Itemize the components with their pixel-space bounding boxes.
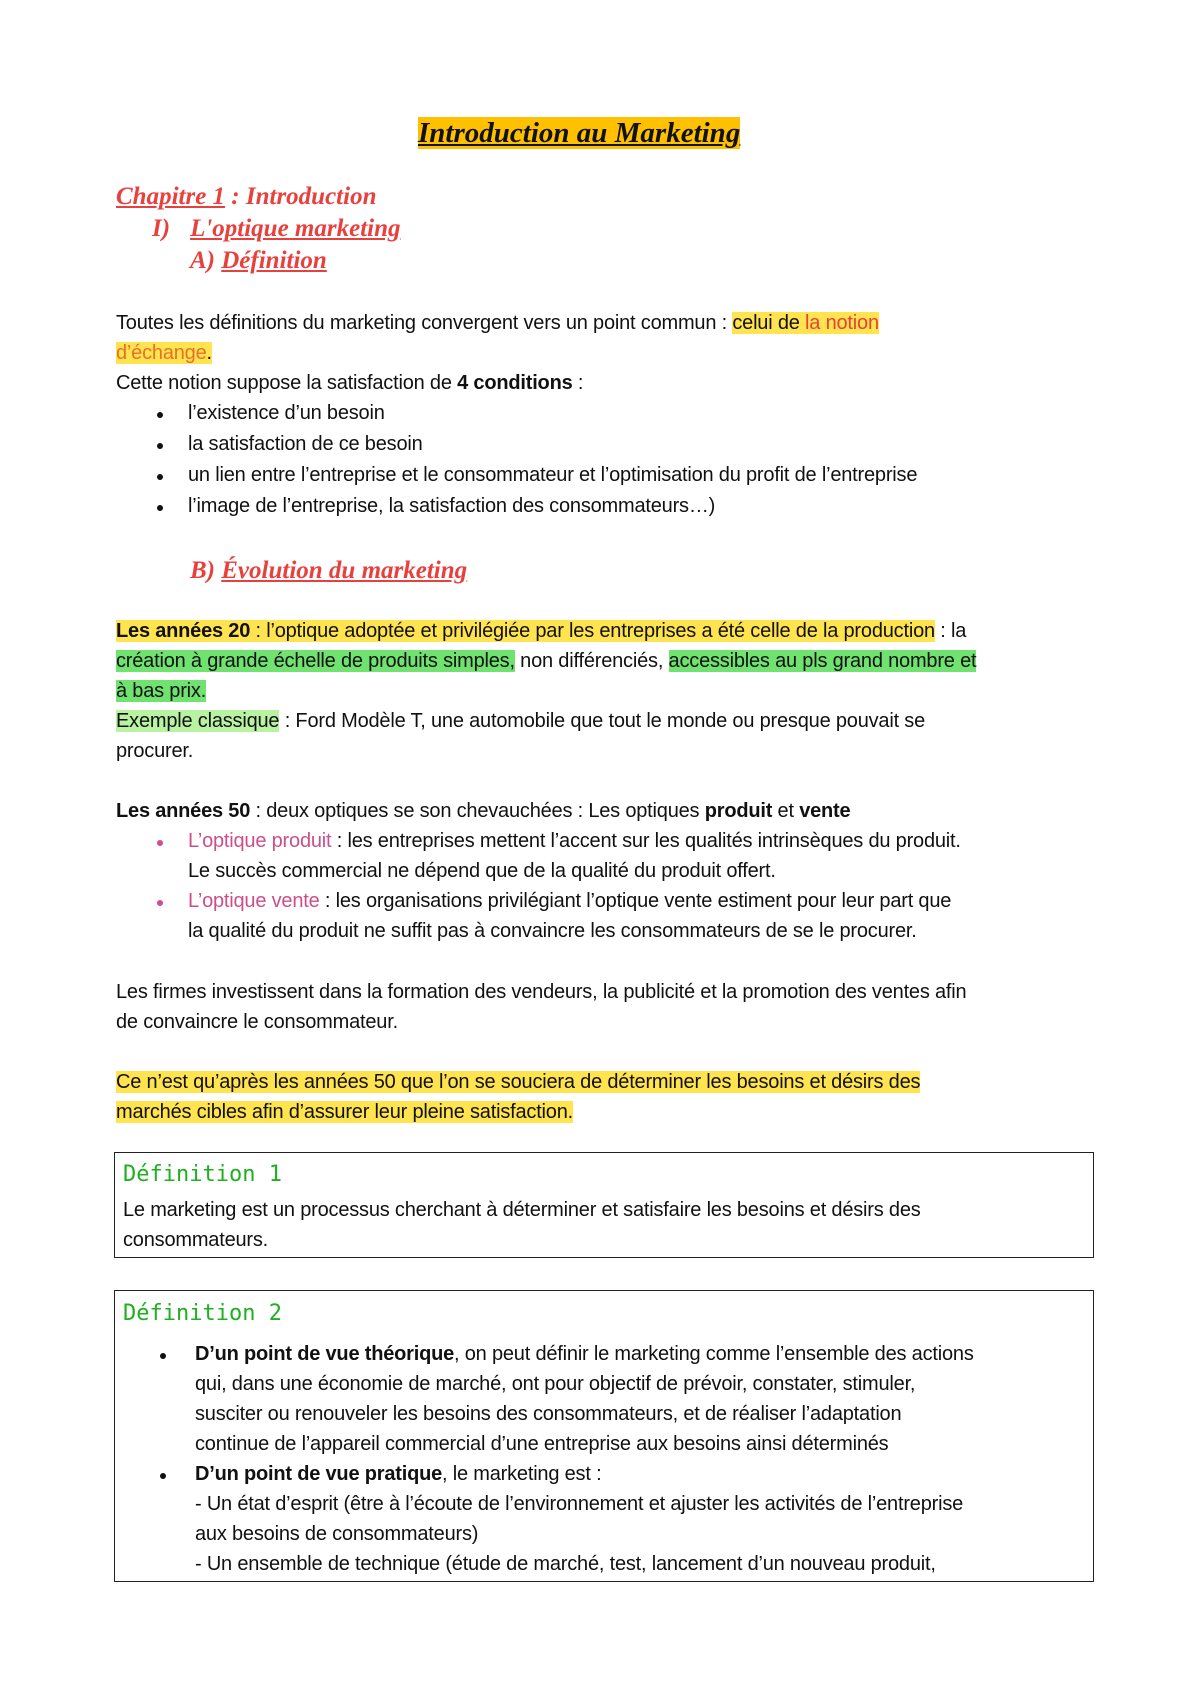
- paragraph-annees-20-line3: à bas prix.: [116, 680, 207, 702]
- paragraph-firmes-line1: Les firmes investissent dans la formation des vendeurs, la publicité et la promotion des ventes afin: [116, 981, 967, 1003]
- bullet-icon: [157, 443, 163, 449]
- definition-2-pratique-line3: aux besoins de consommateurs): [195, 1523, 479, 1545]
- paragraph-exchange: Toutes les définitions du marketing convergent vers un point commun : celui de la notion: [116, 312, 879, 334]
- definition-2-theorique-line4: continue de l’appareil commercial d’une entreprise aux besoins ainsi déterminés: [195, 1433, 889, 1455]
- list-item-optique-vente-line2: la qualité du produit ne suffit pas à convaincre les consommateurs de se le procurer.: [188, 920, 917, 942]
- paragraph-annees-20-line1: Les années 20 : l’optique adoptée et privilégiée par les entreprises a été celle de la production : la: [116, 620, 967, 642]
- definition-2-pratique-line4: - Un ensemble de technique (étude de marché, test, lancement d’un nouveau produit,: [195, 1553, 936, 1575]
- paragraph-annees-20-line2: création à grande échelle de produits simples, non différenciés, accessibles au pls grand nombre et: [116, 650, 977, 672]
- paragraph-example-line1: Exemple classique : Ford Modèle T, une automobile que tout le monde ou presque pouvait se: [116, 710, 926, 732]
- list-item: un lien entre l’entreprise et le consommateur et l’optimisation du profit de l’entreprise: [188, 464, 918, 486]
- definition-1-line2: consommateurs.: [123, 1229, 269, 1251]
- definition-2-theorique-line3: susciter ou renouveler les besoins des consommateurs, et de réaliser l’adaptation: [195, 1403, 902, 1425]
- list-item-optique-vente: L’optique vente : les organisations privilégiant l’optique vente estiment pour leur part que: [188, 890, 952, 912]
- paragraph-apres-50-line2: marchés cibles afin d’assurer leur pleine satisfaction.: [116, 1101, 573, 1123]
- definition-2-title: Définition 2: [123, 1301, 282, 1326]
- definition-2-theorique-line2: qui, dans une économie de marché, ont pour objectif de prévoir, constater, stimuler,: [195, 1373, 916, 1395]
- paragraph-example-line2: procurer.: [116, 740, 194, 762]
- definition-1-line1: Le marketing est un processus cherchant à déterminer et satisfaire les besoins et désirs des: [123, 1199, 921, 1221]
- bullet-icon: [157, 900, 163, 906]
- list-item: l’existence d’un besoin: [188, 402, 385, 424]
- bullet-icon: [157, 412, 163, 418]
- bullet-icon: [160, 1473, 166, 1479]
- section-heading-1: I) L'optique marketing: [152, 215, 401, 242]
- paragraph-conditions: Cette notion suppose la satisfaction de 4 conditions :: [116, 372, 584, 394]
- subsection-heading-a: A) Définition: [190, 247, 327, 274]
- definition-2-pratique-line1: D’un point de vue pratique, le marketing est :: [195, 1463, 602, 1485]
- list-item: la satisfaction de ce besoin: [188, 433, 423, 455]
- bullet-icon: [160, 1353, 166, 1359]
- bullet-icon: [157, 840, 163, 846]
- bullet-icon: [157, 505, 163, 511]
- paragraph-apres-50-line1: Ce n’est qu’après les années 50 que l’on se souciera de déterminer les besoins et désirs des: [116, 1071, 921, 1093]
- paragraph-annees-50: Les années 50 : deux optiques se son chevauchées : Les optiques produit et vente: [116, 800, 851, 822]
- bullet-icon: [157, 474, 163, 480]
- definition-2-theorique-line1: D’un point de vue théorique, on peut définir le marketing comme l’ensemble des actions: [195, 1343, 974, 1365]
- paragraph-firmes-line2: de convaincre le consommateur.: [116, 1011, 398, 1033]
- list-item-optique-produit: L’optique produit : les entreprises mettent l’accent sur les qualités intrinsèques du produit.: [188, 830, 961, 852]
- subsection-heading-b: B) Évolution du marketing: [190, 557, 468, 584]
- list-item-optique-produit-line2: Le succès commercial ne dépend que de la qualité du produit offert.: [188, 860, 776, 882]
- document-title: Introduction au Marketing: [418, 117, 741, 149]
- definition-2-pratique-line2: - Un état d’esprit (être à l’écoute de l’environnement et ajuster les activités de l’entreprise: [195, 1493, 964, 1515]
- chapter-heading: Chapitre 1 : Introduction: [116, 183, 377, 210]
- definition-1-title: Définition 1: [123, 1162, 282, 1187]
- paragraph-exchange-line2: d’échange.: [116, 342, 212, 364]
- list-item: l’image de l’entreprise, la satisfaction des consommateurs…): [188, 495, 716, 517]
